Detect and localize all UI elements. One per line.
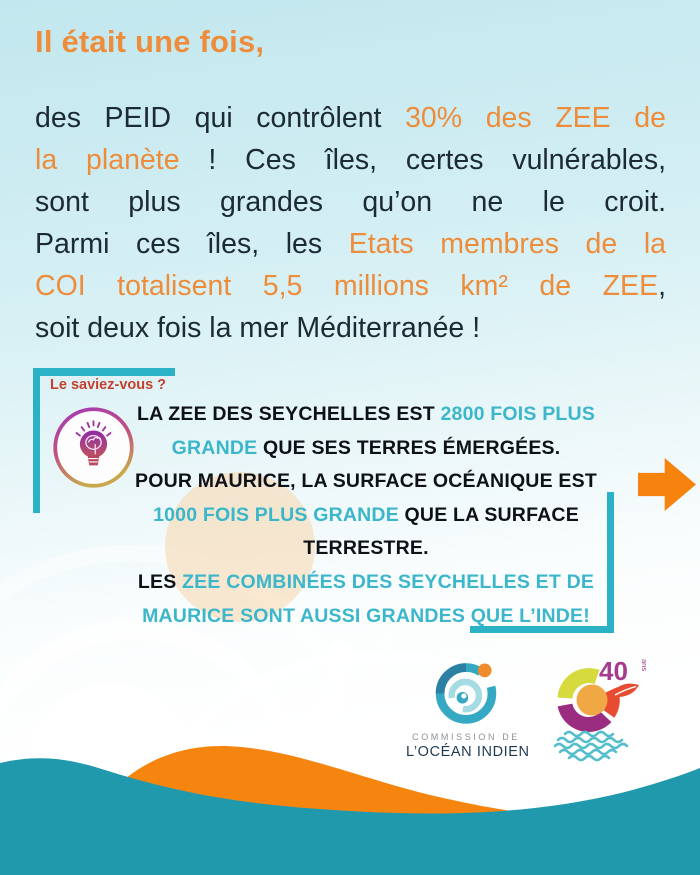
page-title: Il était une fois, (35, 24, 265, 59)
text-line: GRANDE QUE SES TERRES ÉMERGÉES. (171, 436, 561, 459)
water-waves-icon (555, 732, 627, 760)
text-line: TERRESTRE. (303, 537, 429, 560)
text-line: la planète ! Ces îles, certes vulnérables, (35, 144, 666, 176)
coi-logo (406, 656, 530, 760)
factbox-text (115, 398, 617, 633)
text-line: Parmi ces îles, les Etats membres de la (35, 228, 666, 260)
text-line: sont plus grandes qu’on ne le croit. (35, 186, 666, 218)
anniversary-40-logo (543, 652, 658, 767)
coi-logo-line2: L’OCÉAN INDIEN (406, 744, 530, 760)
text-line: LA ZEE DES SEYCHELLES EST 2800 FOIS PLUS (136, 403, 596, 425)
text-line: MAURICE SONT AUSSI GRANDES QUE L’INDE! (142, 604, 590, 627)
intro-paragraph (35, 97, 666, 349)
text-line: LES ZEE COMBINÉES DES SEYCHELLES ET DE (137, 570, 595, 593)
coi-logo-icon (430, 656, 502, 728)
text-line: des PEID qui contrôlent 30% des ZEE de (35, 102, 666, 134)
text-line: soit deux fois la mer Méditerranée ! (35, 312, 481, 344)
coi-logo-line1: COMMISSION DE (412, 732, 520, 742)
text-line: COI totalisent 5,5 millions km² de ZEE, (35, 270, 666, 302)
text-line: 1000 FOIS PLUS GRANDE QUE LA SURFACE (153, 503, 579, 526)
text-line: POUR MAURICE, LA SURFACE OCÉANIQUE EST (135, 470, 597, 493)
anniversary-suffix: ans (640, 659, 649, 672)
anniversary-number: 40 (599, 656, 628, 686)
factbox-label: Le saviez-vous ? (50, 377, 167, 393)
next-arrow-icon[interactable] (638, 458, 696, 511)
